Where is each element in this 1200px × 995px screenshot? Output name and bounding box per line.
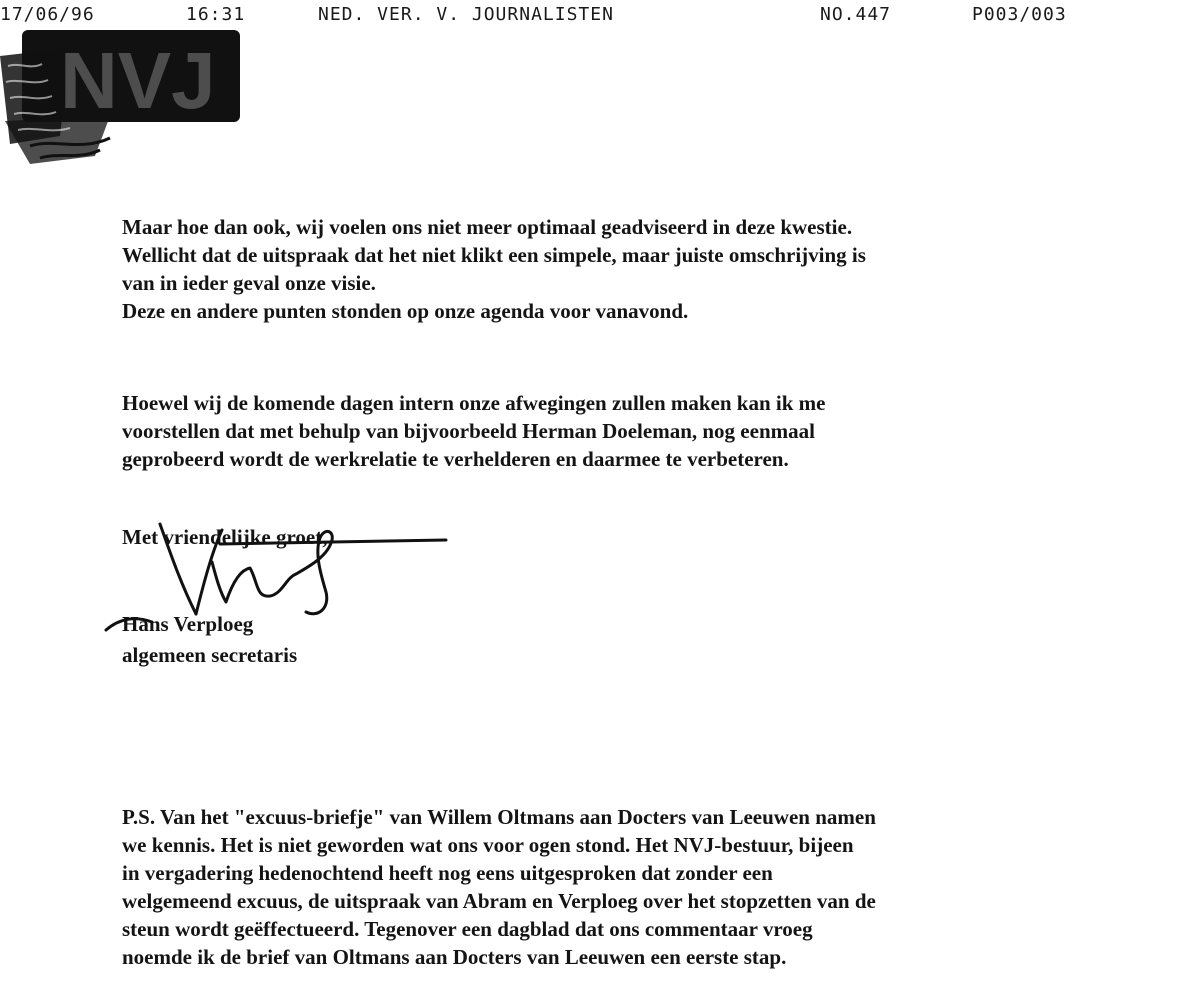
paragraph-1 <box>122 213 866 325</box>
text-line: in vergadering hedenochtend heeft nog eens uitgesproken dat zonder een <box>122 861 773 885</box>
postscript <box>122 803 876 971</box>
text-line: Deze en andere punten stonden op onze agenda voor vanavond. <box>122 299 689 323</box>
text-line: voorstellen dat met behulp van bijvoorbeeld Herman Doeleman, nog eenmaal <box>122 419 815 443</box>
fax-number: NO.447 <box>820 4 892 25</box>
nvj-logo <box>0 26 250 166</box>
signatory-name: Hans Verploeg <box>122 612 254 636</box>
text-line: we kennis. Het is niet geworden wat ons voor ogen stond. Het NVJ-bestuur, bijeen <box>122 833 854 857</box>
logo-lettering: NVJ <box>60 36 216 125</box>
text-line: steun wordt geëffectueerd. Tegenover een dagblad dat ons commentaar vroeg <box>122 917 813 941</box>
text-line: welgemeend excuus, de uitspraak van Abram en Verploeg over het stopzetten van de <box>122 889 876 913</box>
fax-date: 17/06/96 <box>0 4 95 25</box>
closing-greeting: Met vriendelijke groet, <box>122 525 328 549</box>
handwritten-signature <box>100 522 460 642</box>
fax-sender: NED. VER. V. JOURNALISTEN <box>318 4 614 25</box>
text-line: Hoewel wij de komende dagen intern onze afwegingen zullen maken kan ik me <box>122 391 826 415</box>
signatory-title: algemeen secretaris <box>122 643 298 667</box>
text-line: geprobeerd wordt de werkrelatie te verhelderen en daarmee te verbeteren. <box>122 447 789 471</box>
text-line: Wellicht dat de uitspraak dat het niet klikt een simpele, maar juiste omschrijving is <box>122 243 866 267</box>
text-line: noemde ik de brief van Oltmans aan Docters van Leeuwen een eerste stap. <box>122 945 787 969</box>
paragraph-2 <box>122 389 826 473</box>
text-line: Maar hoe dan ook, wij voelen ons niet meer optimaal geadviseerd in deze kwestie. <box>122 215 853 239</box>
fax-page-count: P003/003 <box>972 4 1067 25</box>
text-line: van in ieder geval onze visie. <box>122 271 376 295</box>
text-line: P.S. Van het "excuus-briefje" van Willem Oltmans aan Docters van Leeuwen namen <box>122 805 876 829</box>
fax-time: 16:31 <box>186 4 246 25</box>
